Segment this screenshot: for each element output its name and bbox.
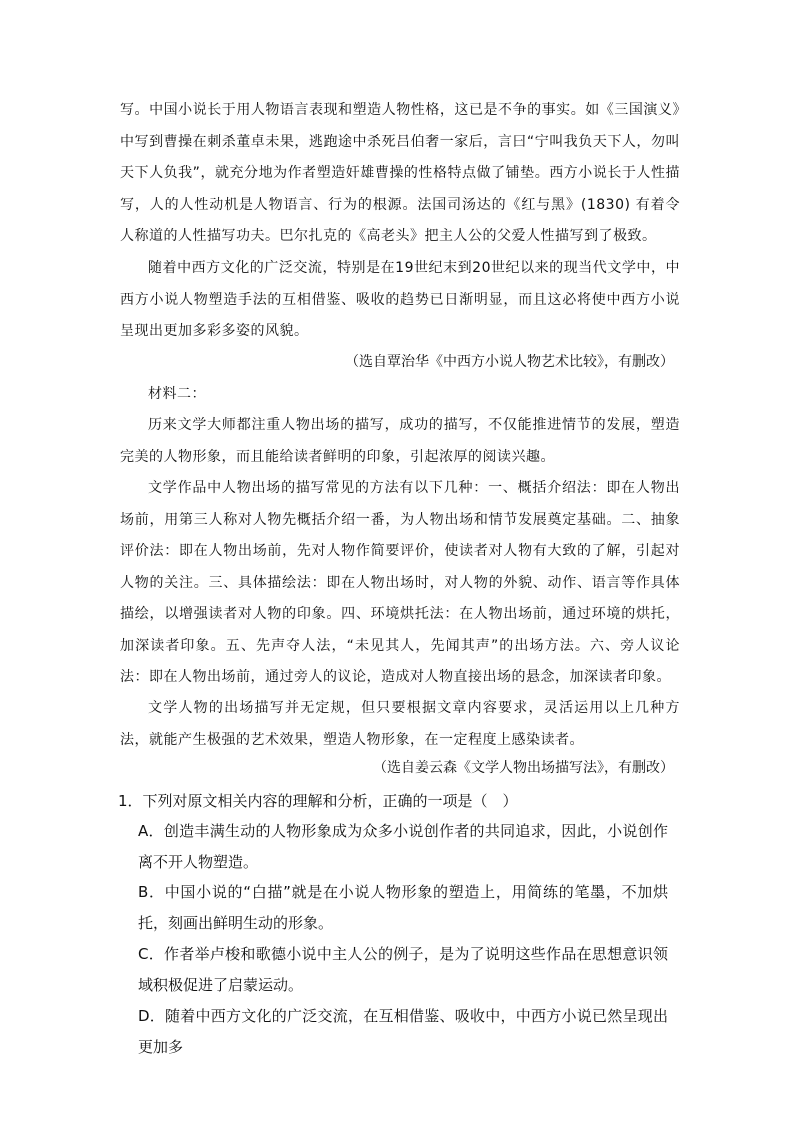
material2-paragraph-b: 文学作品中人物出场的描写常见的方法有以下几种：一、概括介绍法：即在人物出场前，用第三人称对人物先概括介绍一番，为人物出场和情节发展奠定基础。二、抽象评价法：即在人物出场前，先对人物作简要评价，使读者对人物有大致的了解，引起对人物的关注。三、具体描绘法：即在人物出场时，对人物的外貌、动作、语言等作具体描绘，以增强读者对人物的印象。四、环境烘托法：在人物出场前，通过环境的烘托，加深读者印象。五、先声夺人法，“未见其人，先闻其声”的出场方法。六、旁人议论法：即在人物出场前，通过旁人的议论，造成对人物直接出场的悬念，加深读者印象。 bbox=[120, 480, 680, 685]
question1-stem: 1．下列对原文相关内容的理解和分析，正确的一项是（ ） bbox=[118, 792, 518, 810]
material1-paragraph-a: 写。中国小说长于用人物语言表现和塑造人物性格，这已是不争的事实。如《三国演义》中写到曹操在刺杀董卓未果，逃跑途中杀死吕伯奢一家后，言曰“宁叫我负天下人，勿叫天下人负我”，就充分地为作者塑造奸雄曹操的性格特点做了铺垫。西方小说长于人性描写，人的人性动机是人物语言、行为的根源。法国司汤达的《红与黑》(1830) 有着令人称道的人性描写功夫。巴尔扎克的《高老头》把主人公的父爱人性描写到了极致。 bbox=[120, 102, 680, 244]
question1-option-b: B．中国小说的“白描”就是在小说人物形象的塑造上，用简练的笔墨，不加烘托，刻画出鲜明生动的形象。 bbox=[138, 883, 668, 932]
material1-paragraph-b: 随着中西方文化的广泛交流，特别是在19世纪末到20世纪以来的现当代文学中，中西方小说人物塑造手法的互相借鉴、吸收的趋势已日渐明显，而且这必将使中西方小说呈现出更加多彩多姿的风貌。 bbox=[120, 260, 680, 339]
material2-paragraph-c: 文学人物的出场描写并无定规，但只要根据文章内容要求，灵活运用以上几种方法，就能产生极强的艺术效果，塑造人物形象，在一定程度上感染读者。 bbox=[120, 700, 680, 748]
material2-source: （选自姜云森《文学人物出场描写法》，有删改） bbox=[373, 760, 674, 776]
material1-source: （选自覃治华《中西方小说人物艺术比较》，有删改） bbox=[345, 354, 674, 370]
question1-option-a: A．创造丰满生动的人物形象成为众多小说创作者的共同追求，因此，小说创作离不开人物塑造。 bbox=[138, 822, 668, 871]
question1-option-d: D．随着中西方文化的广泛交流，在互相借鉴、吸收中，中西方小说已然呈现出更加多 bbox=[138, 1007, 668, 1056]
material2-paragraph-a: 历来文学大师都注重人物出场的描写，成功的描写，不仅能推进情节的发展，塑造完美的人物形象，而且能给读者鲜明的印象，引起浓厚的阅读兴趣。 bbox=[120, 417, 680, 465]
question1-option-c: C．作者举卢梭和歌德小说中主人公的例子，是为了说明这些作品在思想意识领域积极促进了启蒙运动。 bbox=[138, 945, 668, 994]
material2-heading: 材料二： bbox=[148, 386, 206, 402]
